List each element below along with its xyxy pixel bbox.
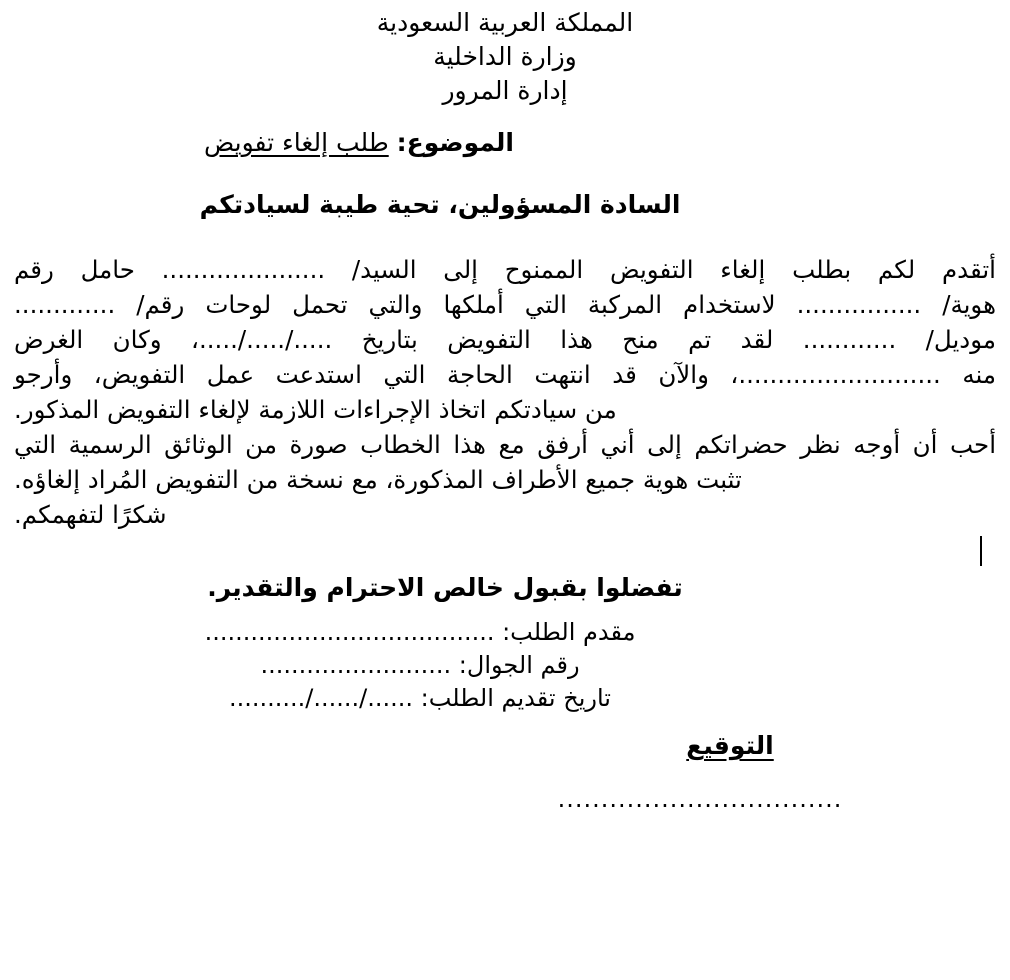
body-line-3: موديل/ ............ لقد تم منح هذا التفويض بتاريخ ...../...../.....، وكان الغرض [14,325,996,354]
letterhead-ministry: وزارة الداخلية [433,42,577,71]
signature-fields [0,616,1010,715]
subject-label: الموضوع: [396,128,514,157]
letterhead-country: المملكة العربية السعودية [376,8,634,37]
text-cursor-line [14,532,996,566]
salutation: السادة المسؤولين، تحية طيبة لسيادتكم [199,190,681,219]
field-applicant-name: مقدم الطلب: ...................................... [204,618,636,646]
signature-title-wrap [450,729,1010,763]
body-line-5: من سيادتكم اتخاذ الإجراءات اللازمة لإلغاء التفويض المذكور. [14,395,617,424]
subject-row [0,126,1010,160]
body-line-1: أتقدم لكم بطلب إلغاء التفويض الممنوح إلى السيد/ ..................... حامل رقم [14,255,996,284]
letterhead-department: إدارة المرور [442,76,568,105]
signature-dotted-line: ................................. [557,785,843,813]
text-caret [980,536,982,566]
body-line-2: هوية/ ................ لاستخدام المركبة التي أملكها والتي تحمل لوحات رقم/ ............. [14,290,996,319]
body-line-4: منه ..........................، والآن قد انتهت الحاجة التي استدعت عمل التفويض، وأرجو [14,360,996,389]
body-line-8: شكرًا لتفهمكم. [14,500,167,529]
field-submission-date: تاريخ تقديم الطلب: ....../....../.......... [229,684,611,712]
signature-block [450,729,1010,813]
closing-salutation: تفضلوا بقبول خالص الاحترام والتقدير. [207,573,683,602]
body-line-6: أحب أن أوجه نظر حضراتكم إلى أني أرفق مع هذا الخطاب صورة من الوثائق الرسمية التي [14,430,996,459]
letterhead [0,0,1010,108]
body-line-7: تثبت هوية جميع الأطراف المذكورة، مع نسخة من التفويض المُراد إلغاؤه. [14,465,742,494]
letter-body [0,252,1010,566]
signature-title: التوقيع [686,731,774,760]
field-mobile-number: رقم الجوال: ......................... [260,651,580,679]
subject-value: طلب إلغاء تفويض [204,128,389,157]
